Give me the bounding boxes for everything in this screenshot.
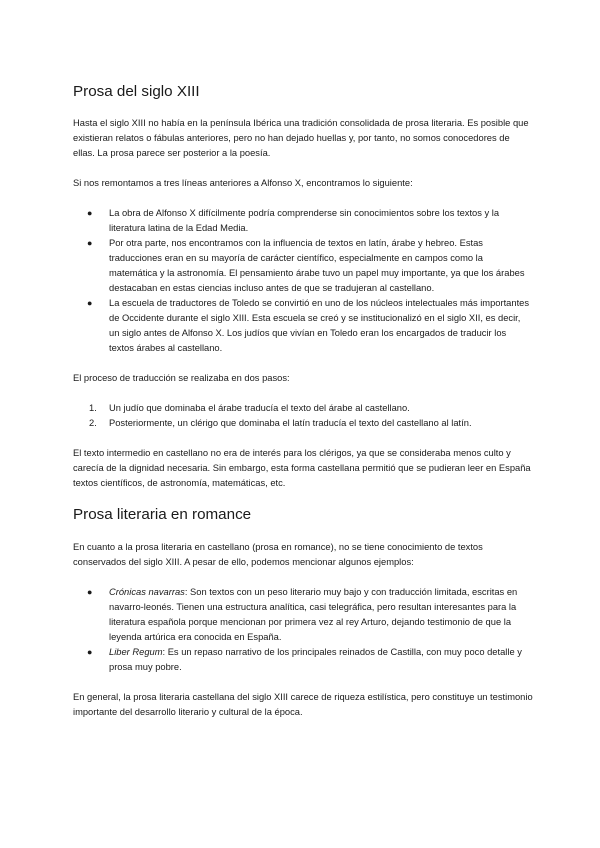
numbered-list — [73, 401, 533, 431]
list-item: ● La escuela de traductores de Toledo se convirtió en uno de los núcleos intelectuales más importantes de Occidente durante el siglo XIII. Esta escuela se creó y se institucionalizó en el siglo XII, es decir, un siglo antes de Alfonso X. Los judíos que vivían en Toledo eran los encargados de traducir los textos árabes al castellano. — [87, 298, 530, 353]
bullet-marker: ● — [87, 647, 93, 657]
example-title: Liber Regum — [109, 647, 163, 657]
list-item: ● Liber Regum: Es un repaso narrativo de los principales reinados de Castilla, con muy poco detalle y prosa muy pobre. — [87, 647, 522, 672]
paragraph: En general, la prosa literaria castellana del siglo XIII carece de riqueza estilística, pero constituye un testimonio importante del desarrollo literario y cultural de la época. — [73, 692, 533, 717]
section-heading-prosa-siglo-xiii: Prosa del siglo XIII — [73, 83, 200, 100]
bullet-marker: ● — [87, 298, 93, 308]
paragraph: Si nos remontamos a tres líneas anteriores a Alfonso X, encontramos lo siguiente: — [73, 178, 413, 188]
list-number: 1. — [89, 403, 97, 413]
list-item: 1. Un judío que dominaba el árabe traducía el texto del árabe al castellano. — [73, 401, 533, 416]
list-item: 2. Posteriormente, un clérigo que dominaba el latín traducía el texto del castellano al latín. — [73, 416, 533, 431]
document-content — [73, 82, 533, 720]
list-item: ● La obra de Alfonso X difícilmente podría comprenderse sin conocimientos sobre los textos y la literatura latina de la Edad Media. — [87, 208, 500, 233]
paragraph: El texto intermedio en castellano no era de interés para los clérigos, ya que se consideraba menos culto y carecía de la dignidad necesaria. Sin embargo, esta forma castellana permitió que se pudieran leer en España textos científicos, de astronomía, matemáticas, etc. — [73, 448, 531, 488]
paragraph: En cuanto a la prosa literaria en castellano (prosa en romance), no se tiene conocimiento de textos conservados del siglo XIII. A pesar de ello, podemos mencionar algunos ejemplos: — [73, 542, 483, 567]
paragraph: Hasta el siglo XIII no había en la península Ibérica una tradición consolidada de prosa literaria. Es posible que existieran relatos o fábulas anteriores, pero no han dejado huellas y, por tanto, no somos conocedores de ellas. La prosa parece ser posterior a la poesía. — [73, 118, 529, 158]
list-number: 2. — [89, 418, 97, 428]
list-item: ● Por otra parte, nos encontramos con la influencia de textos en latín, árabe y hebreo. Estas traducciones eran en su mayoría de carácter científico, especialmente en campos como la matemática y la astronomía. El pensamiento árabe tuvo un papel muy importante, ya que los árabes destacaban en estas ciencias incluso antes de que se tradujeran al castellano. — [87, 238, 525, 293]
bullet-marker: ● — [87, 238, 93, 248]
bullet-marker: ● — [87, 587, 93, 597]
list-item: ● Crónicas navarras: Son textos con un peso literario muy bajo y con traducción limitada, escritas en navarro-leonés. Tienen una estructura analítica, casi telegráfica, pero resultan interesantes para la literatura española porque mencionan por primera vez al rey Arturo, dejando testimonio de que la leyenda artúrica era conocida en España. — [87, 587, 518, 642]
example-title: Crónicas navarras — [109, 587, 185, 597]
section-heading-prosa-literaria-romance: Prosa literaria en romance — [73, 506, 252, 523]
paragraph: El proceso de traducción se realizaba en dos pasos: — [73, 373, 290, 383]
bullet-list — [73, 585, 533, 675]
bullet-list — [73, 206, 533, 356]
bullet-marker: ● — [87, 208, 93, 218]
